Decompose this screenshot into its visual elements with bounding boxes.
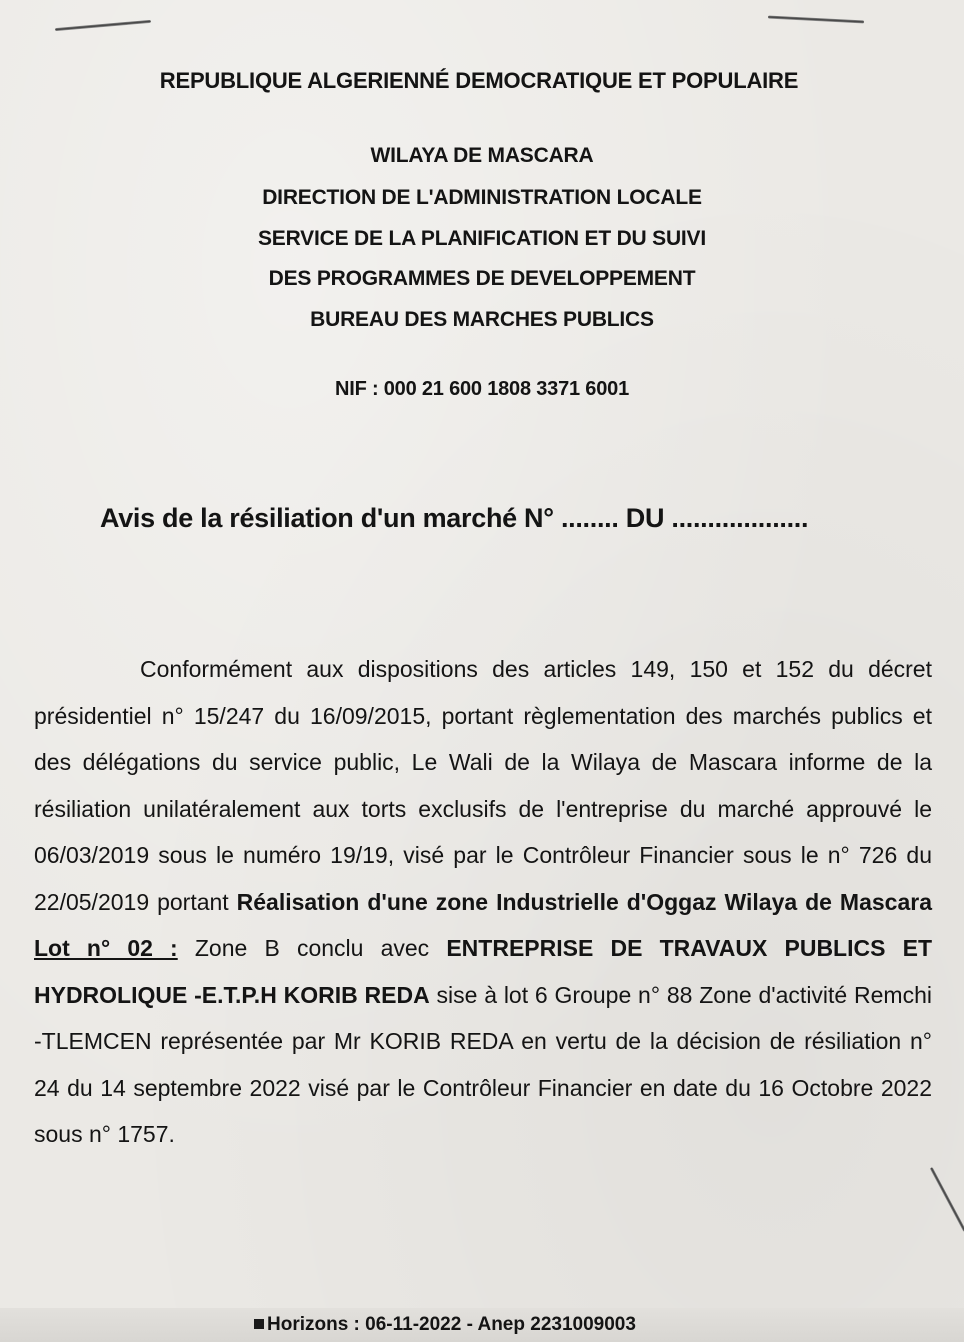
programmes-line: DES PROGRAMMES DE DEVELOPPEMENT bbox=[268, 267, 696, 290]
body-text-2: conclu avec bbox=[279, 935, 447, 961]
body-text-3: sise à lot 6 Groupe n° 88 Zone d'activité Remchi -TLEMCEN représentée par Mr KORIB REDA en vertu de la décision de résiliation n° 24 du 14 septembre 2022 visé par le Contrôleur Financier en date du 16 Octobre 2022 sous n° 1757. bbox=[34, 981, 932, 1147]
wilaya-line: WILAYA DE MASCARA bbox=[370, 144, 594, 167]
project-name: Réalisation d'une zone Industrielle d'Oggaz Wilaya de Mascara bbox=[236, 888, 932, 915]
bureau-line: BUREAU DES MARCHES PUBLICS bbox=[310, 308, 654, 331]
footer-text: Horizons : 06-11-2022 - Anep 2231009003 bbox=[267, 1314, 636, 1335]
nif-number: NIF : 000 21 600 1808 3371 6001 bbox=[334, 378, 630, 400]
footer-credit bbox=[254, 1314, 636, 1336]
service-line: SERVICE DE LA PLANIFICATION ET DU SUIVI bbox=[257, 227, 707, 250]
body-text-1: Conformément aux dispositions des articles 149, 150 et 152 du décret présidentiel n° 15/247 du 16/09/2015, portant règlementation des marchés publics et des délégations du service public, Le Wali de la Wilaya de Mascara informe de la résiliation unilatéralement aux torts exclusifs de l'entreprise du marché approuvé le 06/03/2019 sous le numéro 19/19, visé par le Contrôleur Financier sous le n° 726 du 22/05/2019 portant bbox=[34, 656, 932, 915]
direction-line: DIRECTION DE L'ADMINISTRATION LOCALE bbox=[262, 186, 702, 209]
zone-label: Zone B bbox=[177, 935, 280, 961]
notice-body bbox=[34, 646, 932, 1158]
company-name: ENTREPRISE DE TRAVAUX PUBLICS ET HYDROLIQUE -E.T.P.H KORIB REDA bbox=[34, 935, 932, 1008]
body-paragraph bbox=[34, 646, 932, 1158]
republic-heading: REPUBLIQUE ALGERIENNÉ DEMOCRATIQUE ET POPULAIRE bbox=[159, 68, 799, 93]
lot-number: Lot n° 02 : bbox=[34, 935, 178, 961]
footer-square-icon bbox=[254, 1319, 264, 1329]
notice-title: Avis de la résiliation d'un marché N° ........ DU ................... bbox=[100, 503, 809, 533]
